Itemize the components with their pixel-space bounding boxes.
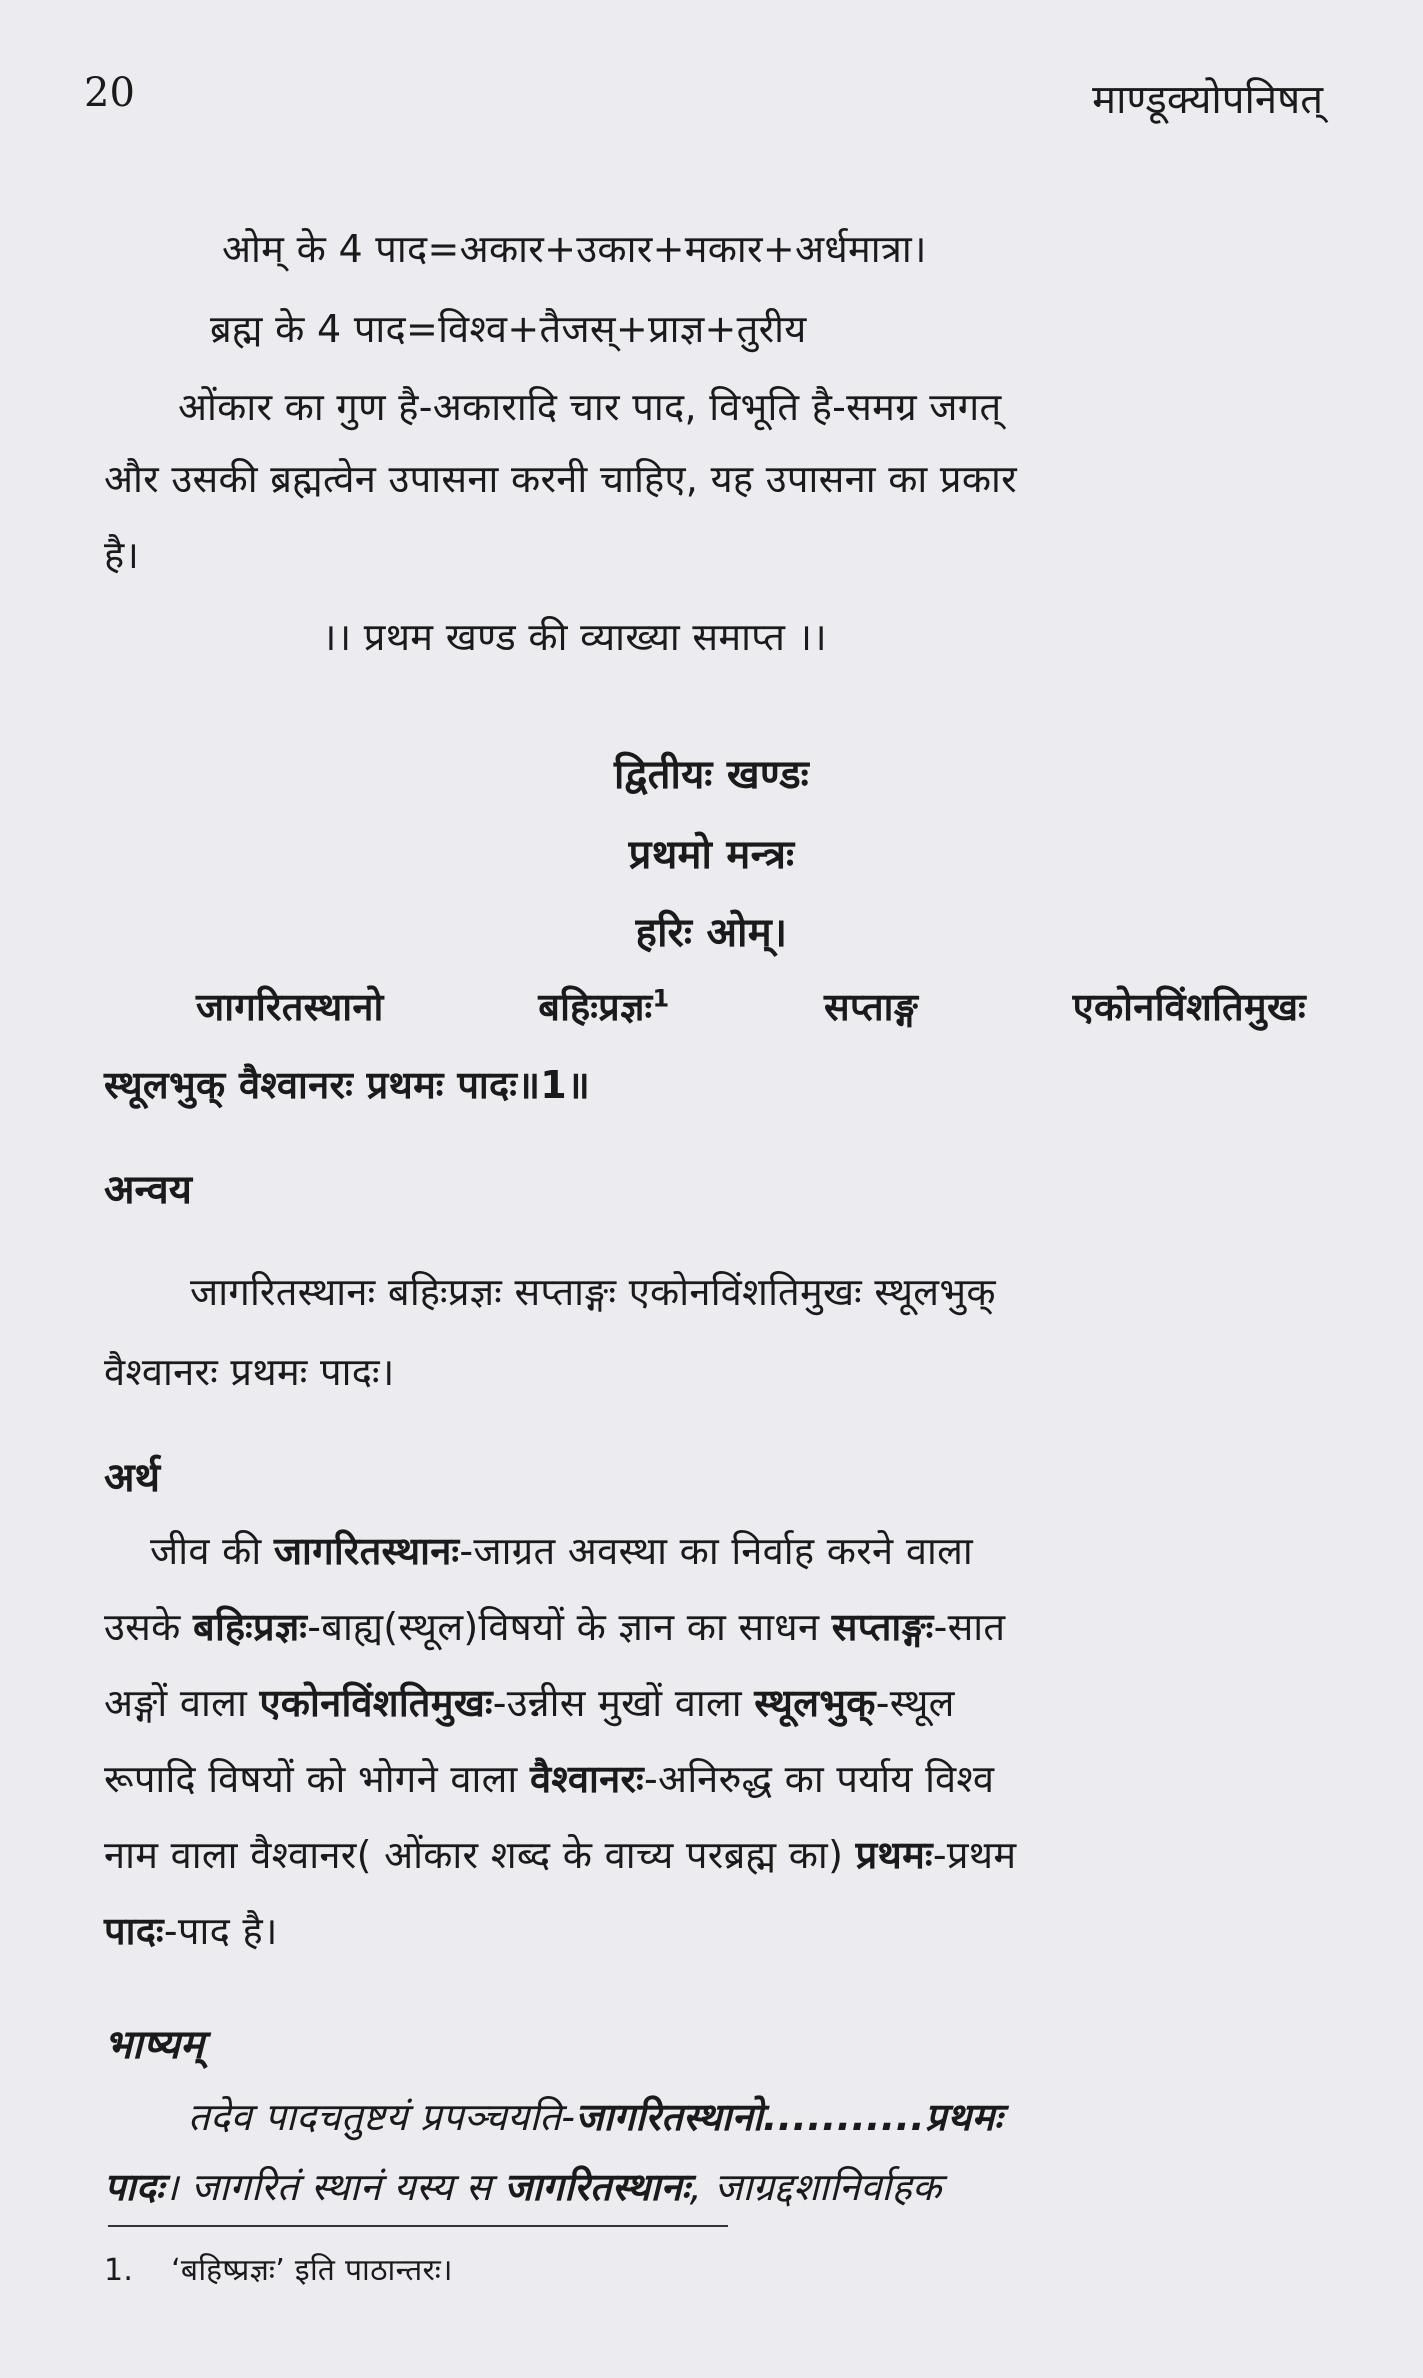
artha-text: उसके xyxy=(104,1605,193,1649)
artha-text: अङ्गों वाला xyxy=(104,1681,260,1725)
invocation: हरिः ओम्। xyxy=(635,910,788,956)
artha-term: एकोनविंशतिमुखः xyxy=(259,1681,493,1725)
artha-text: -सात xyxy=(933,1605,1006,1649)
artha-text: -बाह्य(स्थूल)विषयों के ज्ञान का साधन xyxy=(307,1605,832,1649)
intro-para-line-1: ओंकार का गुण है-अकारादि चार पाद, विभूति है-समग्र जगत् xyxy=(178,385,1002,429)
mantra-line-1 xyxy=(196,980,1306,1032)
footnote-rule xyxy=(108,2225,728,2227)
intro-line-2: ब्रह्म के 4 पाद=विश्व+तैजस्+प्राज्ञ+तुरीय xyxy=(210,307,807,351)
artha-text: -प्रथम xyxy=(932,1833,1017,1877)
mantra-word-2-text: बहिःप्रज्ञः xyxy=(538,985,653,1029)
artha-text: जीव की xyxy=(150,1529,274,1573)
intro-line-1: ओम् के 4 पाद=अकार+उकार+मकार+अर्धमात्रा। xyxy=(222,227,927,271)
mantra-title: प्रथमो मन्त्रः xyxy=(628,832,795,878)
artha-line-1 xyxy=(150,1524,973,1576)
mantra-word-3: सप्ताङ्ग xyxy=(823,985,919,1029)
artha-text: -उन्नीस मुखों वाला xyxy=(492,1681,755,1725)
artha-heading: अर्थ xyxy=(104,1455,161,1501)
artha-line-4 xyxy=(104,1752,994,1804)
bhashya-term: पादः xyxy=(104,2165,164,2209)
artha-term: सप्ताङ्गः xyxy=(831,1605,934,1649)
mantra-word-2 xyxy=(538,980,669,1032)
page-number: 20 xyxy=(84,70,135,116)
artha-text: -स्थूल xyxy=(875,1681,955,1725)
section-end-note: ।। प्रथम खण्ड की व्याख्या समाप्त ।। xyxy=(322,615,828,659)
bhashya-text: । जागरितं स्थानं यस्य स xyxy=(163,2165,505,2209)
artha-text: -अनिरुद्ध का पर्याय विश्व xyxy=(644,1757,995,1801)
bhashya-term: जागरितस्थानः xyxy=(504,2165,690,2209)
artha-text: रूपादि विषयों को भोगने वाला xyxy=(104,1757,530,1801)
artha-text: नाम वाला वैश्वानर( ओंकार शब्द के वाच्य परब्रह्म का) xyxy=(104,1833,856,1877)
mantra-word-1: जागरितस्थानो xyxy=(196,985,384,1029)
footnote-text: ‘बहिष्प्रज्ञः’ इति पाठान्तरः। xyxy=(171,2253,453,2288)
artha-text: -पाद है। xyxy=(163,1909,278,1953)
mantra-line-2: स्थूलभुक् वैश्वानरः प्रथमः पादः॥1॥ xyxy=(104,1063,591,1107)
artha-term: स्थूलभुक् xyxy=(754,1681,876,1725)
footnote-marker: 1 xyxy=(652,984,670,1013)
artha-text: -जाग्रत अवस्था का निर्वाह करने वाला xyxy=(459,1529,974,1573)
footnote-number: 1. xyxy=(104,2253,134,2288)
running-title: माण्डूक्योपनिषत् xyxy=(1092,77,1323,123)
artha-term: प्रथमः xyxy=(855,1833,933,1877)
bhashya-term: जागरितस्थानो...........प्रथमः xyxy=(575,2095,1003,2139)
artha-line-6 xyxy=(104,1904,278,1956)
section-title: द्वितीयः खण्डः xyxy=(613,752,810,798)
artha-line-2 xyxy=(104,1600,1005,1652)
artha-line-3 xyxy=(104,1676,955,1728)
bhashya-line-2 xyxy=(104,2160,942,2212)
bhashya-text: , जाग्रद्दशानिर्वाहक xyxy=(689,2165,942,2209)
artha-term: जागरितस्थानः xyxy=(273,1529,460,1573)
intro-para-line-3: है। xyxy=(104,533,140,577)
anvaya-line-1: जागरितस्थानः बहिःप्रज्ञः सप्ताङ्गः एकोनविंशतिमुखः स्थूलभुक् xyxy=(190,1270,996,1314)
anvaya-heading: अन्वय xyxy=(104,1167,192,1213)
footnote xyxy=(104,2248,453,2289)
bhashya-line-1 xyxy=(188,2090,1002,2142)
anvaya-line-2: वैश्वानरः प्रथमः पादः। xyxy=(104,1350,395,1394)
artha-term: पादः xyxy=(104,1909,164,1953)
artha-term: वैश्वानरः xyxy=(529,1757,644,1801)
intro-para-line-2: और उसकी ब्रह्मत्वेन उपासना करनी चाहिए, यह उपासना का प्रकार xyxy=(104,457,1018,501)
bhashya-heading: भाष्यम् xyxy=(104,2022,204,2068)
bhashya-text: तदेव पादचतुष्टयं प्रपञ्चयति- xyxy=(188,2095,576,2139)
artha-line-5 xyxy=(104,1828,1016,1880)
artha-term: बहिःप्रज्ञः xyxy=(192,1605,308,1649)
mantra-word-4: एकोनविंशतिमुखः xyxy=(1072,985,1306,1029)
